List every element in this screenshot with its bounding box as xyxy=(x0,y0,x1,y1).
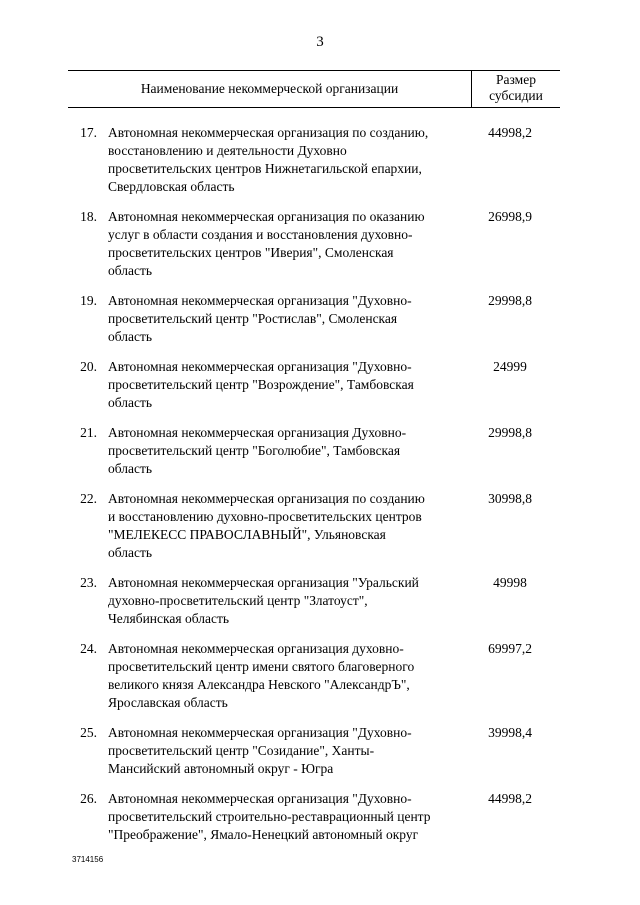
organization-name-line: Автономная некоммерческая организация по созданию, xyxy=(108,125,429,140)
organization-list xyxy=(68,124,560,856)
subsidy-amount: 44998,2 xyxy=(488,791,532,806)
row-number: 24. xyxy=(80,641,97,656)
subsidy-amount: 30998,8 xyxy=(488,491,532,506)
subsidy-amount: 49998 xyxy=(493,575,527,590)
organization-name-line: просветительских центров "Иверия", Смоленская xyxy=(108,245,394,260)
organization-name-line: Автономная некоммерческая организация "Духовно- xyxy=(108,359,412,374)
organization-name xyxy=(108,124,460,196)
organization-name-line: "Преображение", Ямало-Ненецкий автономный округ xyxy=(108,827,419,842)
organization-name-line: просветительский центр имени святого благоверного xyxy=(108,659,415,674)
organization-name xyxy=(108,640,460,712)
row-number: 21. xyxy=(80,425,97,440)
organization-name-line: духовно-просветительский центр "Златоуст", xyxy=(108,593,368,608)
organization-name-line: Свердловская область xyxy=(108,179,235,194)
table-row xyxy=(68,640,560,712)
organization-name-line: область xyxy=(108,329,153,344)
table-row xyxy=(68,124,560,196)
organization-name-line: Автономная некоммерческая организация по оказанию xyxy=(108,209,425,224)
organization-name-line: Автономная некоммерческая организация Духовно- xyxy=(108,425,407,440)
organization-name-line: просветительский центр "Ростислав", Смоленская xyxy=(108,311,398,326)
organization-name-line: и восстановлению духовно-просветительских центров xyxy=(108,509,422,524)
organization-name xyxy=(108,424,460,478)
organization-name-line: услуг в области создания и восстановления духовно- xyxy=(108,227,413,242)
table-row xyxy=(68,358,560,412)
organization-name-line: просветительский центр "Боголюбие", Тамбовская xyxy=(108,443,401,458)
organization-name-line: Автономная некоммерческая организация "Уральский xyxy=(108,575,419,590)
row-number: 17. xyxy=(80,125,97,140)
organization-name-line: Автономная некоммерческая организация "Духовно- xyxy=(108,791,412,806)
organization-name-line: восстановлению и деятельности Духовно xyxy=(108,143,347,158)
subsidy-amount: 44998,2 xyxy=(488,125,532,140)
organization-name-line: великого князя Александра Невского "АлександрЪ", xyxy=(108,677,410,692)
organization-name-line: Автономная некоммерческая организация духовно- xyxy=(108,641,404,656)
organization-name xyxy=(108,724,460,778)
header-amount-line2: субсидии xyxy=(489,88,543,103)
organization-name-line: Автономная некоммерческая организация "Духовно- xyxy=(108,293,412,308)
document-code: 3714156 xyxy=(72,855,104,864)
subsidy-amount: 26998,9 xyxy=(488,209,532,224)
row-number: 22. xyxy=(80,491,97,506)
organization-name-line: Мансийский автономный округ - Югра xyxy=(108,761,334,776)
organization-name xyxy=(108,574,460,628)
table-header xyxy=(68,70,560,108)
row-number: 26. xyxy=(80,791,97,806)
table-row xyxy=(68,724,560,778)
subsidy-amount: 24999 xyxy=(493,359,527,374)
organization-name-line: область xyxy=(108,263,153,278)
organization-name-line: просветительских центров Нижнетагильской епархии, xyxy=(108,161,422,176)
organization-name xyxy=(108,790,460,844)
organization-name-line: Челябинская область xyxy=(108,611,230,626)
header-amount-line1: Размер xyxy=(496,72,536,87)
table-row xyxy=(68,292,560,346)
organization-name-line: Ярославская область xyxy=(108,695,228,710)
page-number: 3 xyxy=(316,34,324,50)
table-row xyxy=(68,574,560,628)
header-name-column: Наименование некоммерческой организации xyxy=(140,81,399,96)
row-number: 23. xyxy=(80,575,97,590)
organization-name xyxy=(108,358,460,412)
organization-name xyxy=(108,208,460,280)
organization-name-line: область xyxy=(108,461,153,476)
table-row xyxy=(68,790,560,844)
row-number: 19. xyxy=(80,293,97,308)
organization-name xyxy=(108,490,460,562)
row-number: 20. xyxy=(80,359,97,374)
subsidy-amount: 39998,4 xyxy=(488,725,532,740)
row-number: 25. xyxy=(80,725,97,740)
subsidy-amount: 29998,8 xyxy=(488,293,532,308)
organization-name-line: "МЕЛЕКЕСС ПРАВОСЛАВНЫЙ", Ульяновская xyxy=(108,527,386,542)
table-row xyxy=(68,424,560,478)
organization-name-line: просветительский центр "Созидание", Ханты- xyxy=(108,743,375,758)
subsidy-amount: 69997,2 xyxy=(488,641,532,656)
table-row xyxy=(68,490,560,562)
organization-name-line: область xyxy=(108,545,153,560)
organization-name-line: Автономная некоммерческая организация по созданию xyxy=(108,491,425,506)
header-amount-column xyxy=(472,72,560,104)
row-number: 18. xyxy=(80,209,97,224)
organization-name-line: Автономная некоммерческая организация "Духовно- xyxy=(108,725,412,740)
organization-name xyxy=(108,292,460,346)
organization-name-line: область xyxy=(108,395,153,410)
subsidy-amount: 29998,8 xyxy=(488,425,532,440)
organization-name-line: просветительский центр "Возрождение", Тамбовская xyxy=(108,377,414,392)
organization-name-line: просветительский строительно-реставрационный центр xyxy=(108,809,431,824)
table-row xyxy=(68,208,560,280)
